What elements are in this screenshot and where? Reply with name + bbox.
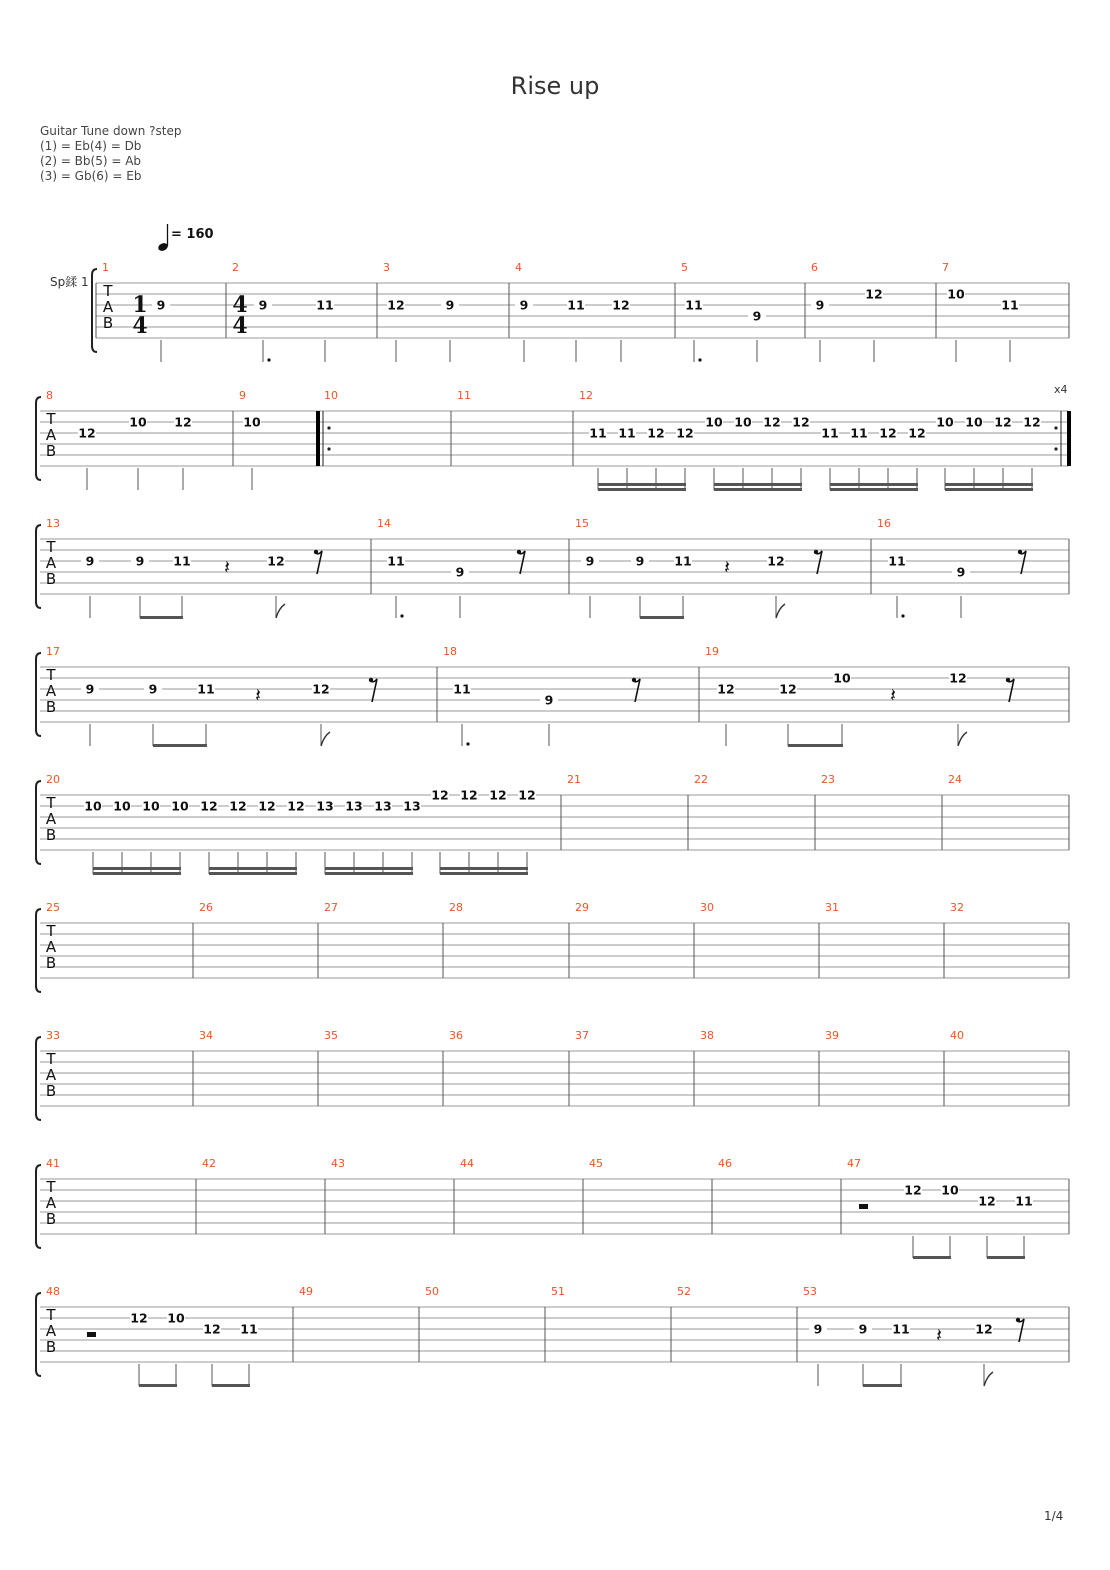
quarter-rest: 𝄽 — [936, 1324, 942, 1347]
fret-number: 10 — [965, 414, 983, 430]
fret-number: 12 — [267, 553, 285, 569]
fret-number: 9 — [752, 308, 762, 324]
fret-number: 12 — [489, 787, 507, 803]
measure-number: 27 — [324, 901, 338, 914]
fret-number: 12 — [792, 414, 810, 430]
time-signature-bottom: 4 — [232, 313, 248, 339]
duration-dot — [466, 742, 469, 745]
measure-number: 21 — [567, 773, 581, 786]
fret-number: 12 — [200, 798, 218, 814]
measure-number: 9 — [239, 389, 246, 402]
fret-number: 11 — [888, 553, 906, 569]
eighth-rest-dot — [314, 550, 318, 554]
tab-clef-letter: T — [103, 282, 113, 300]
measure-number: 49 — [299, 1285, 313, 1298]
fret-number: 9 — [85, 681, 95, 697]
note-flag — [276, 604, 285, 618]
eighth-rest — [1019, 551, 1026, 574]
fret-number: 12 — [1023, 414, 1041, 430]
fret-number: 12 — [865, 286, 883, 302]
beam — [913, 1256, 951, 1259]
duration-dot — [400, 614, 403, 617]
fret-number: 9 — [858, 1321, 868, 1337]
measure-number: 29 — [575, 901, 589, 914]
fret-number: 10 — [243, 414, 261, 430]
repeat-dot — [1054, 426, 1057, 429]
fret-number: 12 — [879, 425, 897, 441]
fret-number: 12 — [130, 1310, 148, 1326]
tab-clef-letter: A — [45, 1322, 57, 1340]
fret-number: 9 — [813, 1321, 823, 1337]
measure-number: 36 — [449, 1029, 463, 1042]
beam — [325, 872, 413, 875]
beam — [440, 872, 528, 875]
fret-number: 9 — [815, 297, 825, 313]
beam — [945, 488, 1033, 491]
measure-number: 42 — [202, 1157, 216, 1170]
beam — [209, 867, 297, 870]
measure-number: 44 — [460, 1157, 474, 1170]
page-number: 1/4 — [1044, 1509, 1064, 1523]
system-bracket — [36, 525, 41, 608]
measure-number: 37 — [575, 1029, 589, 1042]
tab-clef-letter: T — [46, 922, 56, 940]
beam — [830, 483, 918, 486]
system-bracket — [36, 1293, 41, 1376]
tuning-line: (1) = Eb(4) = Db — [40, 139, 142, 153]
measure-number: 20 — [46, 773, 60, 786]
measure-number: 4 — [515, 261, 522, 274]
half-rest — [859, 1204, 868, 1209]
measure-number: 32 — [950, 901, 964, 914]
fret-number: 12 — [975, 1321, 993, 1337]
measure-number: 39 — [825, 1029, 839, 1042]
fret-number: 10 — [833, 670, 851, 686]
fret-number: 9 — [148, 681, 158, 697]
fret-number: 13 — [374, 798, 392, 814]
fret-number: 12 — [904, 1182, 922, 1198]
time-signature-top: 4 — [232, 292, 248, 318]
repeat-start-thick — [316, 411, 320, 466]
fret-number: 12 — [174, 414, 192, 430]
fret-number: 9 — [635, 553, 645, 569]
repeat-dot — [327, 447, 330, 450]
fret-number: 12 — [676, 425, 694, 441]
fret-number: 11 — [316, 297, 334, 313]
quarter-rest: 𝄽 — [890, 684, 896, 707]
fret-number: 12 — [203, 1321, 221, 1337]
eighth-rest — [815, 551, 822, 574]
beam — [440, 867, 528, 870]
eighth-rest — [518, 551, 525, 574]
tab-clef-letter: T — [46, 1178, 56, 1196]
measure-number: 35 — [324, 1029, 338, 1042]
measure-number: 13 — [46, 517, 60, 530]
system-bracket — [36, 781, 41, 864]
repeat-dot — [1054, 447, 1057, 450]
system-bracket — [36, 653, 41, 736]
fret-number: 12 — [647, 425, 665, 441]
fret-number: 10 — [142, 798, 160, 814]
fret-number: 12 — [978, 1193, 996, 1209]
beam — [987, 1256, 1025, 1259]
fret-number: 12 — [258, 798, 276, 814]
duration-dot — [267, 358, 270, 361]
fret-number: 9 — [85, 553, 95, 569]
instrument-label: Sp鍒 1 — [50, 275, 89, 289]
fret-number: 9 — [956, 564, 966, 580]
fret-number: 12 — [908, 425, 926, 441]
measure-number: 53 — [803, 1285, 817, 1298]
repeat-end-thick — [1067, 411, 1071, 466]
fret-number: 11 — [821, 425, 839, 441]
fret-number: 11 — [567, 297, 585, 313]
eighth-rest — [633, 679, 640, 702]
note-flag — [776, 604, 785, 618]
measure-number: 15 — [575, 517, 589, 530]
fret-number: 12 — [78, 425, 96, 441]
fret-number: 10 — [936, 414, 954, 430]
beam — [93, 872, 181, 875]
measure-number: 33 — [46, 1029, 60, 1042]
tab-clef-letter: A — [102, 298, 114, 316]
eighth-rest-dot — [517, 550, 521, 554]
beam — [598, 488, 686, 491]
fret-number: 10 — [941, 1182, 959, 1198]
fret-number: 10 — [947, 286, 965, 302]
fret-number: 13 — [345, 798, 363, 814]
tab-clef-letter: B — [102, 314, 114, 332]
tab-clef-letter: B — [45, 954, 57, 972]
eighth-rest — [315, 551, 322, 574]
half-rest — [87, 1332, 96, 1337]
quarter-rest: 𝄽 — [255, 684, 261, 707]
eighth-rest-dot — [1018, 550, 1022, 554]
measure-number: 7 — [942, 261, 949, 274]
time-signature-bottom: 4 — [132, 313, 148, 339]
measure-number: 12 — [579, 389, 593, 402]
tempo-value: = 160 — [171, 227, 214, 242]
beam — [830, 488, 918, 491]
tab-clef-letter: T — [46, 1050, 56, 1068]
measure-number: 34 — [199, 1029, 213, 1042]
tuning-header: Guitar Tune down ?step — [40, 124, 182, 138]
measure-number: 41 — [46, 1157, 60, 1170]
fret-number: 12 — [612, 297, 630, 313]
tab-clef-letter: T — [46, 410, 56, 428]
tab-clef-letter: B — [45, 1082, 57, 1100]
beam — [140, 616, 183, 619]
tab-clef-letter: A — [45, 1194, 57, 1212]
fret-number: 9 — [585, 553, 595, 569]
measure-number: 14 — [377, 517, 391, 530]
beam — [598, 483, 686, 486]
repeat-dot — [327, 426, 330, 429]
beam — [863, 1384, 902, 1387]
beam — [93, 867, 181, 870]
measure-number: 40 — [950, 1029, 964, 1042]
system-bracket — [36, 1037, 41, 1120]
tab-clef-letter: A — [45, 810, 57, 828]
fret-number: 12 — [287, 798, 305, 814]
beam — [640, 616, 684, 619]
fret-number: 11 — [173, 553, 191, 569]
eighth-rest-dot — [632, 678, 636, 682]
measure-number: 2 — [232, 261, 239, 274]
quarter-rest: 𝄽 — [724, 556, 730, 579]
eighth-rest-dot — [369, 678, 373, 682]
fret-number: 10 — [113, 798, 131, 814]
fret-number: 13 — [403, 798, 421, 814]
fret-number: 9 — [156, 297, 166, 313]
measure-number: 25 — [46, 901, 60, 914]
quarter-rest: 𝄽 — [224, 556, 230, 579]
measure-number: 30 — [700, 901, 714, 914]
song-title: Rise up — [510, 72, 600, 100]
tab-clef-letter: B — [45, 826, 57, 844]
fret-number: 10 — [129, 414, 147, 430]
measure-number: 6 — [811, 261, 818, 274]
measure-number: 11 — [457, 389, 471, 402]
fret-number: 10 — [84, 798, 102, 814]
beam — [153, 744, 207, 747]
tab-clef-letter: A — [45, 1066, 57, 1084]
note-flag — [958, 732, 967, 746]
measure-number: 16 — [877, 517, 891, 530]
system-bracket — [36, 1165, 41, 1248]
time-signature-top: 1 — [132, 292, 148, 318]
measure-number: 45 — [589, 1157, 603, 1170]
duration-dot — [698, 358, 701, 361]
fret-number: 12 — [779, 681, 797, 697]
fret-number: 9 — [455, 564, 465, 580]
fret-number: 12 — [994, 414, 1012, 430]
fret-number: 12 — [767, 553, 785, 569]
measure-number: 26 — [199, 901, 213, 914]
measure-number: 28 — [449, 901, 463, 914]
tab-clef-letter: A — [45, 554, 57, 572]
fret-number: 12 — [431, 787, 449, 803]
fret-number: 12 — [763, 414, 781, 430]
eighth-rest — [1017, 1319, 1024, 1342]
eighth-rest — [1007, 679, 1014, 702]
fret-number: 9 — [519, 297, 529, 313]
note-flag — [321, 732, 330, 746]
measure-number: 43 — [331, 1157, 345, 1170]
eighth-rest — [370, 679, 377, 702]
beam — [139, 1384, 177, 1387]
tab-clef-letter: A — [45, 938, 57, 956]
fret-number: 11 — [674, 553, 692, 569]
measure-number: 52 — [677, 1285, 691, 1298]
system-bracket — [36, 909, 41, 992]
fret-number: 11 — [589, 425, 607, 441]
fret-number: 11 — [387, 553, 405, 569]
tab-clef-letter: T — [46, 538, 56, 556]
system-bracket — [36, 397, 41, 480]
note-flag — [984, 1372, 993, 1386]
eighth-rest-dot — [1006, 678, 1010, 682]
measure-number: 23 — [821, 773, 835, 786]
fret-number: 9 — [445, 297, 455, 313]
tab-clef-letter: B — [45, 1210, 57, 1228]
measure-number: 46 — [718, 1157, 732, 1170]
fret-number: 12 — [387, 297, 405, 313]
measure-number: 47 — [847, 1157, 861, 1170]
fret-number: 11 — [453, 681, 471, 697]
fret-number: 13 — [316, 798, 334, 814]
fret-number: 9 — [135, 553, 145, 569]
fret-number: 11 — [240, 1321, 258, 1337]
fret-number: 11 — [685, 297, 703, 313]
fret-number: 11 — [892, 1321, 910, 1337]
fret-number: 10 — [734, 414, 752, 430]
beam — [945, 483, 1033, 486]
fret-number: 12 — [229, 798, 247, 814]
fret-number: 9 — [258, 297, 268, 313]
fret-number: 11 — [1001, 297, 1019, 313]
duration-dot — [901, 614, 904, 617]
fret-number: 12 — [312, 681, 330, 697]
fret-number: 11 — [197, 681, 215, 697]
tab-clef-letter: T — [46, 794, 56, 812]
beam — [788, 744, 843, 747]
measure-number: 17 — [46, 645, 60, 658]
measure-number: 50 — [425, 1285, 439, 1298]
tuning-line: (2) = Bb(5) = Ab — [40, 154, 142, 168]
tab-clef-letter: T — [46, 1306, 56, 1324]
measure-number: 8 — [46, 389, 53, 402]
tab-clef-letter: B — [45, 1338, 57, 1356]
fret-number: 9 — [544, 692, 554, 708]
measure-number: 48 — [46, 1285, 60, 1298]
fret-number: 12 — [518, 787, 536, 803]
measure-number: 5 — [681, 261, 688, 274]
fret-number: 10 — [705, 414, 723, 430]
measure-number: 19 — [705, 645, 719, 658]
beam — [325, 867, 413, 870]
tab-clef-letter: B — [45, 698, 57, 716]
measure-number: 1 — [102, 261, 109, 274]
eighth-rest-dot — [1016, 1318, 1020, 1322]
beam — [714, 483, 802, 486]
fret-number: 12 — [949, 670, 967, 686]
tuning-line: (3) = Gb(6) = Eb — [40, 169, 142, 183]
measure-number: 10 — [324, 389, 338, 402]
fret-number: 11 — [850, 425, 868, 441]
fret-number: 10 — [167, 1310, 185, 1326]
measure-number: 3 — [383, 261, 390, 274]
beam — [209, 872, 297, 875]
measure-number: 38 — [700, 1029, 714, 1042]
fret-number: 10 — [171, 798, 189, 814]
eighth-rest-dot — [814, 550, 818, 554]
measure-number: 18 — [443, 645, 457, 658]
tab-clef-letter: B — [45, 442, 57, 460]
tab-clef-letter: A — [45, 426, 57, 444]
fret-number: 12 — [460, 787, 478, 803]
tab-clef-letter: A — [45, 682, 57, 700]
tab-clef-letter: T — [46, 666, 56, 684]
fret-number: 11 — [1015, 1193, 1033, 1209]
fret-number: 11 — [618, 425, 636, 441]
measure-number: 22 — [694, 773, 708, 786]
measure-number: 31 — [825, 901, 839, 914]
tab-clef-letter: B — [45, 570, 57, 588]
beam — [714, 488, 802, 491]
beam — [212, 1384, 250, 1387]
measure-number: 24 — [948, 773, 962, 786]
repeat-count: x4 — [1054, 383, 1068, 396]
fret-number: 12 — [717, 681, 735, 697]
measure-number: 51 — [551, 1285, 565, 1298]
